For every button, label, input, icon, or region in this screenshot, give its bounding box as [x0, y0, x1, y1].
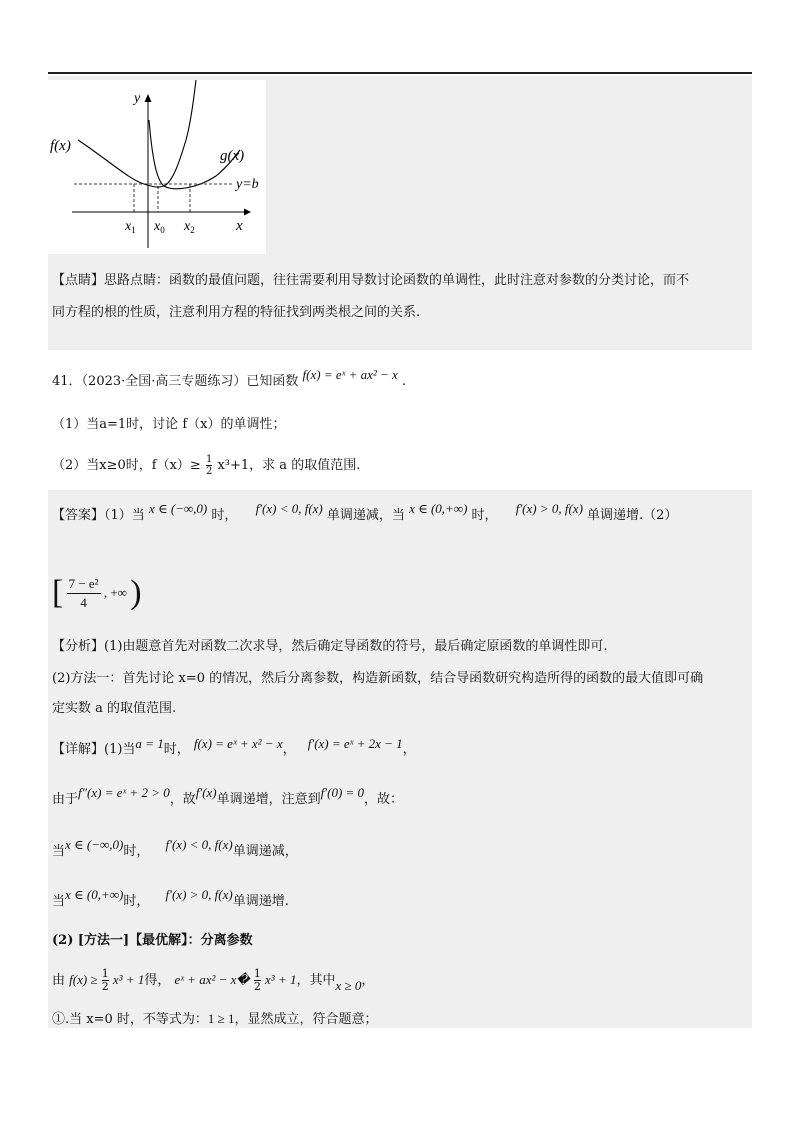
problem-stem-end: . [401, 374, 407, 389]
y-b-label: y=b [236, 177, 259, 192]
top-rule [48, 72, 752, 74]
answer-line [52, 501, 678, 525]
answer-t3: 时， [471, 508, 498, 523]
detail-l2-c: 单调递增，注意到 [216, 792, 321, 807]
problem-part-1: （1）当a=1时，讨论 f（x）的单调性； [52, 417, 286, 432]
analysis-line-3: 定实数 a 的取值范围. [52, 701, 177, 716]
tip-line-1: 【点睛】思路点睛：函数的最值问题，往往需要利用导数讨论函数的单调性，此时注意对参数的分类讨论，而不 [52, 273, 690, 288]
part2-text-a: （2）当x≥0时，f（x）≥ [52, 458, 201, 473]
detail-l1-fp: f′(x) = eˣ + 2x − 1 [307, 736, 403, 751]
f-label: f(x) [50, 138, 71, 154]
detail-l6-math: 1 ≥ 1 [207, 1011, 235, 1026]
part2-frac-num: 1 [205, 454, 213, 465]
detail-l2-a: 由于 [52, 792, 79, 807]
detail-l5-expr: eˣ + ax² − x� [174, 972, 250, 987]
detail-l3-cond: x ∈ (−∞,0) [65, 837, 124, 852]
part2-text-b: x³+1，求 a 的取值范围. [217, 458, 361, 473]
detail-l4-c: 单调递增. [232, 894, 289, 909]
detail-l5-b: 得， [144, 973, 171, 988]
detail-l6-b: ，显然成立，符合题意； [234, 1012, 378, 1027]
detail-l5-frac2-den: 2 [253, 980, 261, 993]
range-den: 4 [80, 594, 87, 610]
part2-fraction [206, 454, 212, 477]
problem-part-2 [52, 454, 360, 477]
answer-t4: 单调递增.（2） [587, 508, 678, 523]
detail-l5-frac-den: 2 [101, 980, 109, 993]
detail-l5-frac2-num: 1 [253, 967, 261, 980]
detail-line-5 [52, 968, 374, 993]
detail-l1-a: 【详解】(1)当 [52, 742, 136, 757]
x1-label: $x_1$ [125, 219, 136, 235]
answer-res-1: f′(x) < 0, f(x) [255, 501, 323, 516]
analysis-line-2: (2)方法一：首先讨论 x=0 的情况，然后分离参数，构造新函数，结合导函数研究构造所得的函数的最大值即可确 [52, 671, 704, 686]
detail-l3-b: 时， [123, 844, 150, 859]
detail-line-6 [52, 1010, 378, 1029]
detail-l2-b: ，故 [169, 792, 196, 807]
answer-t2: 单调递减，当 [326, 508, 405, 523]
detail-l5-frac2 [254, 968, 261, 993]
problem-function: f(x) = eˣ + ax² − x [302, 367, 398, 382]
x0-label: $x_0$ [154, 219, 165, 235]
detail-l5-tail: x³ + 1 [112, 972, 145, 987]
detail-l4-res: f′(x) > 0, f(x) [165, 887, 233, 902]
detail-l5-ineq: f(x) ≥ [69, 972, 98, 987]
tip-line-2: 同方程的根的性质，注意利用方程的特征找到两类根之间的关系. [52, 305, 421, 320]
detail-l3-c: 单调递减， [232, 844, 298, 859]
detail-line-3 [52, 837, 298, 861]
detail-l2-zero: f′(0) = 0 [320, 785, 365, 800]
detail-l5-frac-num: 1 [101, 967, 109, 980]
detail-l4-b: 时， [123, 894, 150, 909]
problem-stem-text: 41．（2023·全国·高三专题练习）已知函数 [52, 374, 299, 389]
analysis-line-1: 【分析】(1)由题意首先对函数二次求导，然后确定导函数的符号，最后确定原函数的单调性即可. [52, 639, 608, 654]
detail-line-4 [52, 887, 289, 911]
detail-l5-cond: x ≥ 0 [335, 978, 362, 993]
problem-stem [52, 367, 407, 391]
range-fraction [67, 575, 101, 612]
g-label: g(x) [220, 148, 245, 164]
range-close-paren: ) [130, 574, 142, 611]
detail-l6-text: ①.当 x=0 时，不等式为： [52, 1012, 208, 1027]
detail-line-2 [52, 785, 404, 809]
detail-l5-c: ，其中 [296, 973, 336, 988]
detail-l2-fp: f′(x) [195, 785, 217, 800]
detail-l3-a: 当 [52, 844, 66, 859]
part2-frac-den: 2 [205, 466, 213, 477]
detail-l2-math: f″(x) = eˣ + 2 > 0 [78, 785, 170, 800]
answer-range [52, 574, 142, 612]
x-axis-label: x [236, 218, 243, 234]
answer-t1: 时， [211, 508, 238, 523]
detail-l5-frac [102, 968, 109, 993]
detail-l5-d: ， [361, 973, 375, 988]
detail-l2-d: ，故： [364, 792, 404, 807]
detail-l1-c: ， [282, 742, 296, 757]
method-title: (2) [方法一]【最优解】：分离参数 [52, 933, 253, 948]
detail-l1-b: 时， [163, 742, 190, 757]
function-graph-figure [48, 80, 266, 254]
range-num: 7 − e² [67, 575, 101, 594]
detail-line-1 [52, 736, 416, 759]
answer-label: 【答案】（1）当 [52, 508, 145, 523]
answer-res-2: f′(x) > 0, f(x) [515, 501, 583, 516]
detail-l5-a: 由 [52, 973, 66, 988]
x2-label: $x_2$ [184, 219, 195, 235]
range-open-bracket: [ [52, 574, 64, 611]
detail-l1-cond: a = 1 [135, 736, 164, 751]
detail-l1-f: f(x) = eˣ + x² − x [193, 736, 283, 751]
answer-cond-1: x ∈ (−∞,0) [148, 501, 208, 516]
detail-l4-a: 当 [52, 894, 66, 909]
answer-cond-2: x ∈ (0,+∞) [409, 501, 468, 516]
detail-l3-res: f′(x) < 0, f(x) [165, 837, 233, 852]
y-axis-label: y [134, 91, 141, 106]
range-tail: , +∞ [103, 585, 127, 600]
detail-l1-d: ， [402, 742, 416, 757]
detail-l5-tail2: x³ + 1 [265, 972, 297, 987]
detail-l4-cond: x ∈ (0,+∞) [65, 887, 124, 902]
